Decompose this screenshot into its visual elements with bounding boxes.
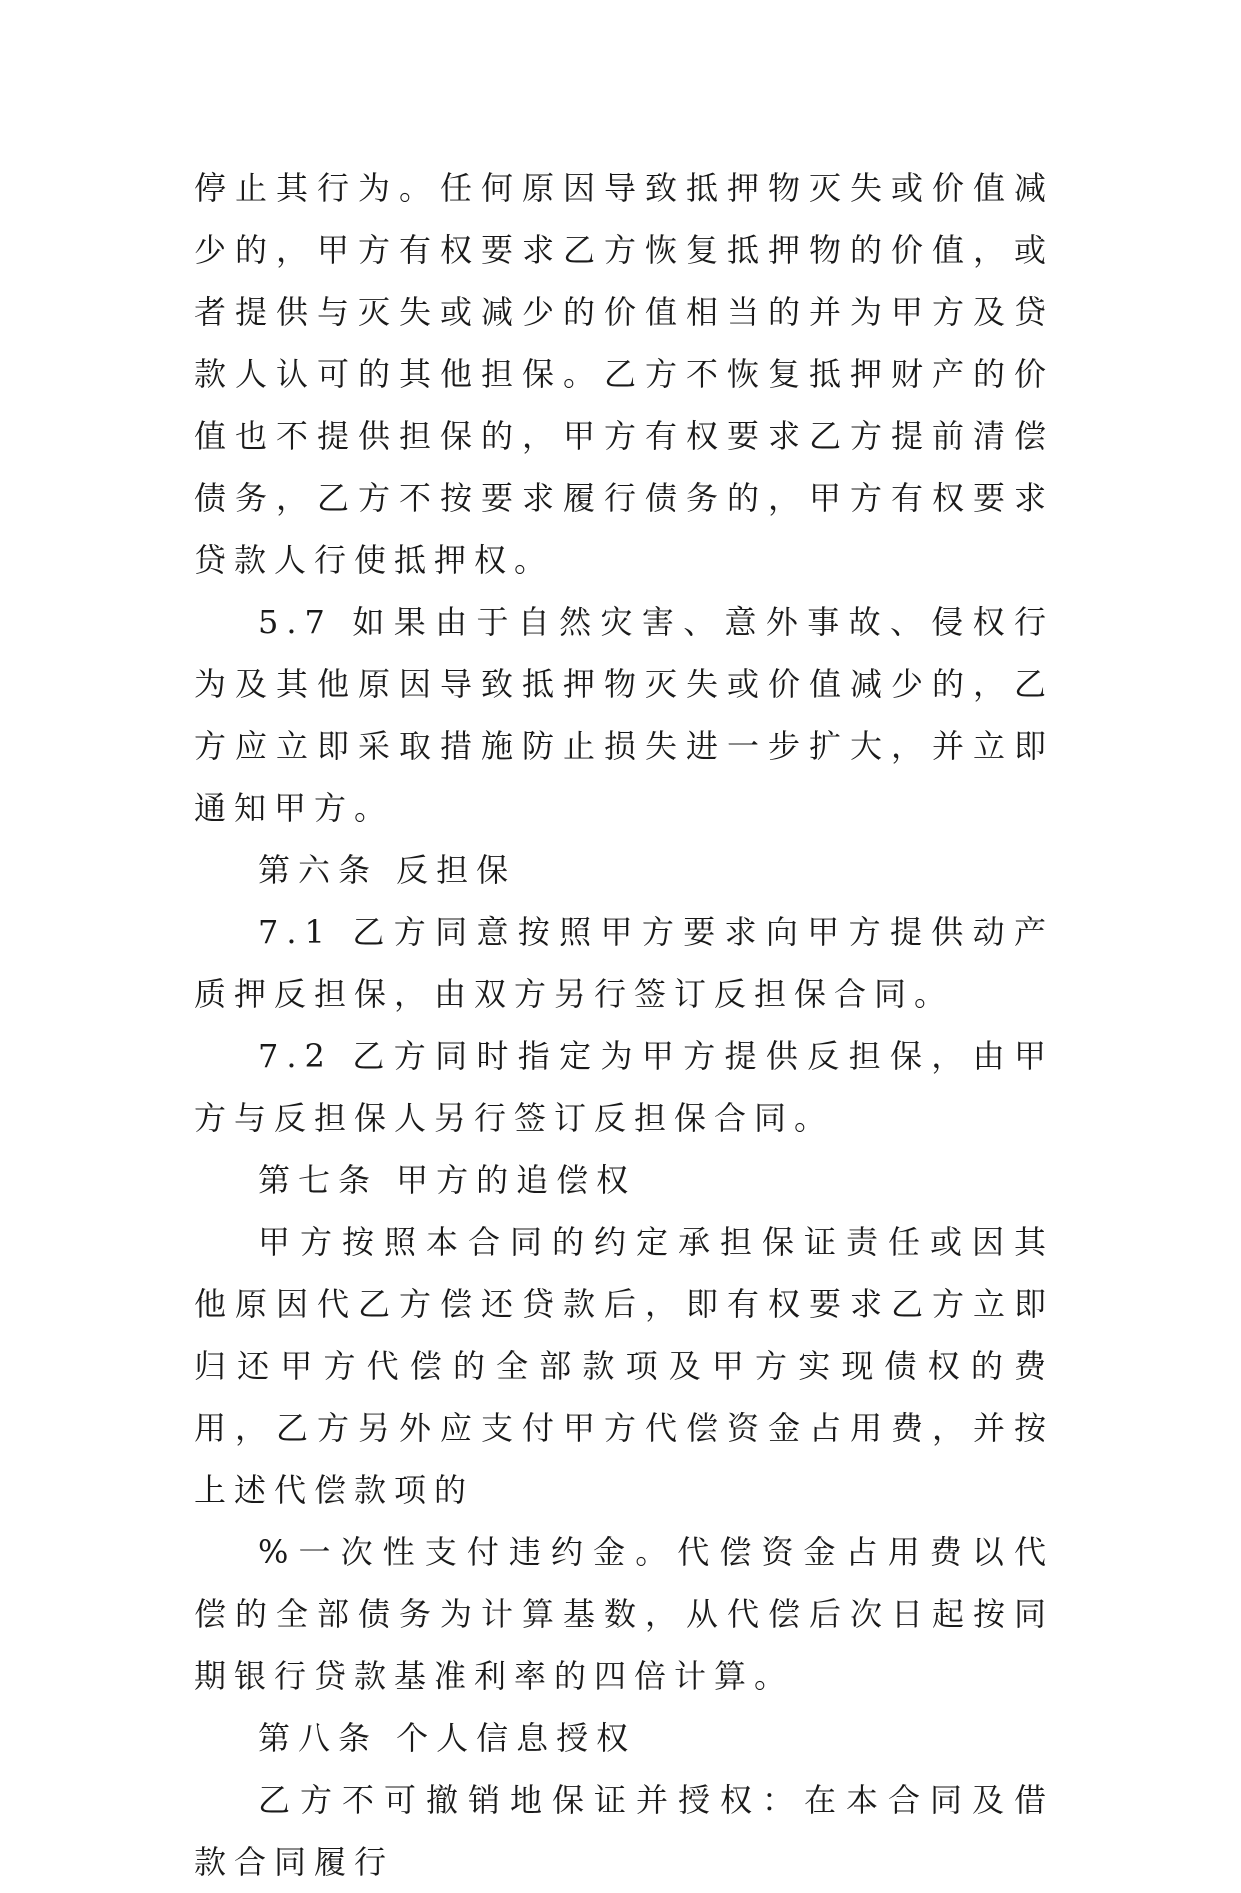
clause-7-2: 7.2 乙方同时指定为甲方提供反担保，由甲方与反担保人另行签订反担保合同。 bbox=[194, 1037, 1054, 1137]
clause-5-7: 5.7 如果由于自然灾害、意外事故、侵权行为及其他原因导致抵押物灭失或价值减少的，乙方应立即采取措施防止损失进一步扩大，并立即通知甲方。 bbox=[194, 603, 1054, 827]
penalty-paragraph: %一次性支付违约金。代偿资金占用费以代偿的全部债务为计算基数，从代偿后次日起按同期银行贷款基准利率的四倍计算。 bbox=[194, 1533, 1054, 1695]
clause-7-1: 7.1 乙方同意按照甲方要求向甲方提供动产质押反担保，由双方另行签订反担保合同。 bbox=[194, 913, 1054, 1013]
article-7-heading: 第七条 甲方的追偿权 bbox=[258, 1161, 637, 1199]
document-body bbox=[194, 157, 1054, 1893]
article-8-heading: 第八条 个人信息授权 bbox=[258, 1719, 637, 1757]
recourse-paragraph: 甲方按照本合同的约定承担保证责任或因其他原因代乙方偿还贷款后，即有权要求乙方立即归还甲方代偿的全部款项及甲方实现债权的费用，乙方另外应支付甲方代偿资金占用费，并按上述代偿款项的 bbox=[194, 1223, 1054, 1509]
paragraph-continuation: 停止其行为。任何原因导致抵押物灭失或价值减少的，甲方有权要求乙方恢复抵押物的价值，或者提供与灭失或减少的价值相当的并为甲方及贷款人认可的其他担保。乙方不恢复抵押财产的价值也不提供担保的，甲方有权要求乙方提前清偿债务，乙方不按要求履行债务的，甲方有权要求贷款人行使抵押权。 bbox=[194, 169, 1054, 579]
authorization-paragraph: 乙方不可撤销地保证并授权：在本合同及借款合同履行 bbox=[194, 1781, 1054, 1881]
article-6-heading: 第六条 反担保 bbox=[258, 851, 517, 889]
